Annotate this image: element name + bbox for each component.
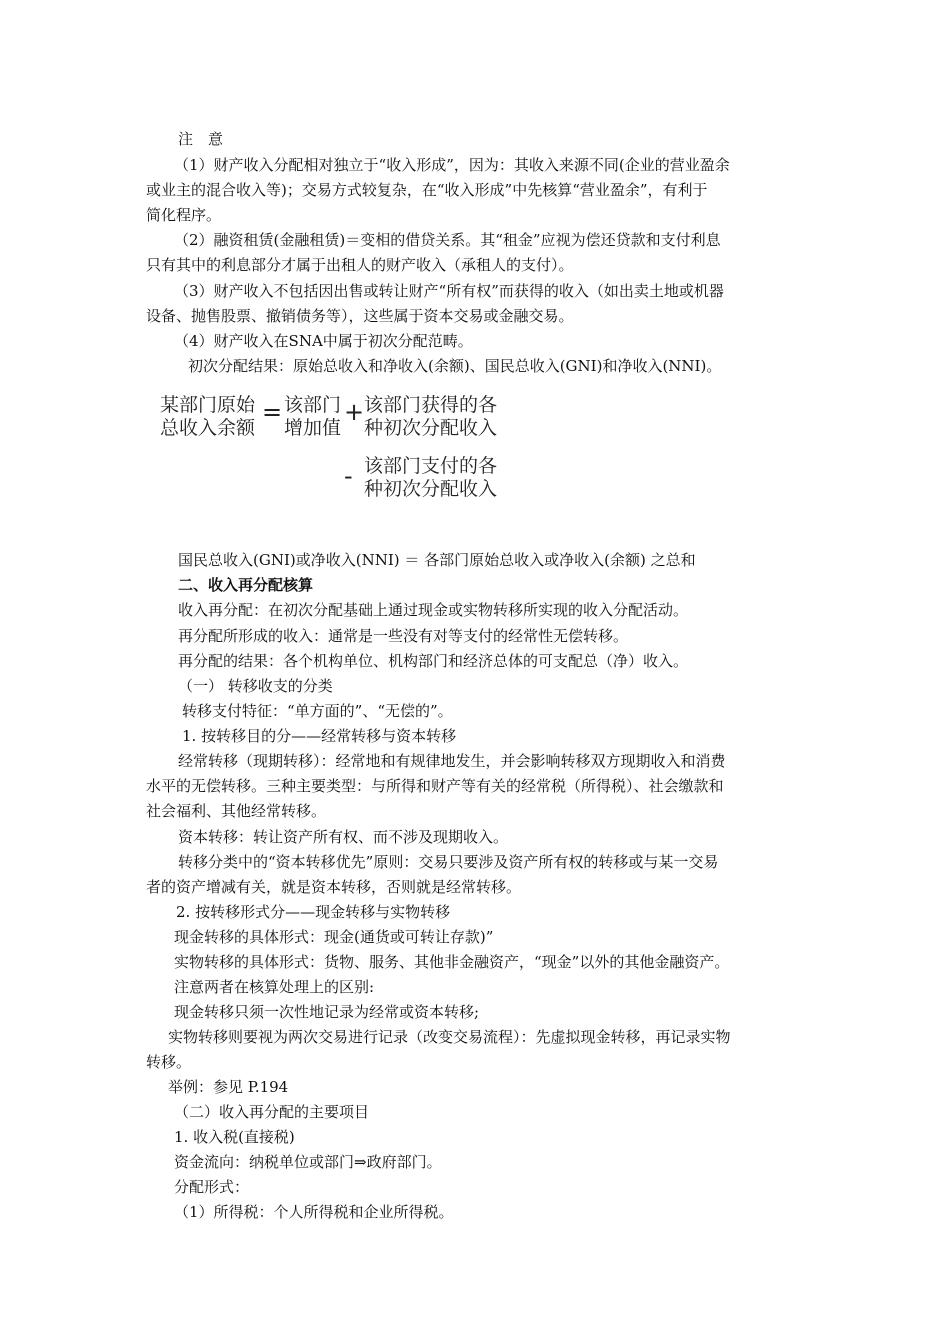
paragraph-line: 国民总收入(GNI)或净收入(NNI) ＝ 各部门原始总收入或净收入(余额) 之总和 (178, 551, 696, 569)
equation-right-top-line: 种初次分配收入 (364, 417, 498, 439)
equation-right-bottom-line: 该部门支付的各 (364, 455, 498, 477)
equals-sign: = (262, 398, 283, 426)
equation-mid-line: 该部门 (284, 394, 342, 416)
paragraph-line: 设备、抛售股票、撤销债务等），这些属于资本交易或金融交易。 (146, 307, 574, 325)
paragraph-line: 资本转移：转让资产所有权、而不涉及现期收入。 (178, 828, 509, 846)
paragraph-line: 2. 按转移形式分——现金转移与实物转移 (176, 903, 451, 921)
paragraph-line: 再分配的结果：各个机构单位、机构部门和经济总体的可支配总（净）收入。 (178, 652, 689, 670)
paragraph-line: 实物转移的具体形式：货物、服务、其他非金融资产，“现金”以外的其他金融资产。 (174, 953, 730, 971)
equation-mid-term (284, 394, 341, 440)
section-heading: 二、收入再分配核算 (178, 576, 314, 594)
plus-sign: + (344, 398, 365, 426)
paragraph-line: 资金流向：纳税单位或部门⇒政府部门。 (174, 1153, 442, 1171)
minus-sign: - (344, 462, 353, 490)
equation-mid-line: 增加值 (284, 417, 342, 439)
paragraph-line: 简化程序。 (146, 206, 222, 224)
note-heading: 注 意 (178, 130, 224, 148)
paragraph-line: 收入再分配：在初次分配基础上通过现金或实物转移所实现的收入分配活动。 (178, 601, 689, 619)
paragraph-line: （2）融资租赁(金融租赁)＝变相的借贷关系。其“租金”应视为偿还贷款和支付利息 (174, 231, 721, 249)
paragraph-line: 转移分类中的“资本转移优先”原则：交易只要涉及资产所有权的转移或与某一交易 (178, 853, 719, 871)
paragraph-line: 者的资产增减有关，就是资本转移，否则就是经常转移。 (146, 878, 522, 896)
equation-left-line: 总收入余额 (160, 417, 256, 439)
equation-right-top-term (364, 394, 497, 440)
equation-right-bottom-term (364, 455, 497, 501)
paragraph-line: （4）财产收入在SNA中属于初次分配范畴。 (174, 332, 473, 350)
paragraph-line: 注意两者在核算处理上的区别: (174, 978, 375, 996)
paragraph-line: 经常转移（现期转移）：经常地和有规律地发生，并会影响转移双方现期收入和消费 (178, 752, 726, 770)
paragraph-line: 只有其中的利息部分才属于出租人的财产收入（承租人的支付）。 (146, 256, 574, 274)
paragraph-line: 初次分配结果：原始总收入和净收入(余额)、国民总收入(GNI)和净收入(NNI)。 (188, 357, 722, 375)
paragraph-line: 1. 按转移目的分——经常转移与资本转移 (182, 727, 457, 745)
paragraph-line: 社会福利、其他经常转移。 (146, 802, 327, 820)
paragraph-line: （3）财产收入不包括因出售或转让财产“所有权”而获得的收入（如出卖土地或机器 (174, 282, 724, 300)
paragraph-line: 转移。 (146, 1053, 192, 1071)
subsection-heading: （一） 转移收支的分类 (178, 677, 333, 695)
paragraph-line: 实物转移则要视为两次交易进行记录（改变交易流程）：先虚拟现金转移，再记录实物 (168, 1028, 731, 1046)
equation-right-top-line: 该部门获得的各 (364, 394, 498, 416)
paragraph-line: 现金转移的具体形式：现金(通货或可转让存款)” (174, 928, 494, 946)
paragraph-line: 举例：参见 P.194 (168, 1078, 289, 1096)
equation-left-line: 某部门原始 (160, 394, 256, 416)
equation-right-bottom-line: 种初次分配收入 (364, 478, 498, 500)
equation-left-term (160, 394, 255, 440)
paragraph-line: 水平的无偿转移。三种主要类型：与所得和财产等有关的经常税（所得税）、社会缴款和 (146, 777, 724, 795)
paragraph-line: 再分配所形成的收入：通常是一些没有对等支付的经常性无偿转移。 (178, 627, 629, 645)
paragraph-line: 1. 收入税(直接税) (174, 1128, 295, 1146)
paragraph-line: 或业主的混合收入等)；交易方式较复杂，在“收入形成”中先核算“营业盈余”，有利于 (146, 181, 708, 199)
subsection-heading: （二）收入再分配的主要项目 (174, 1103, 370, 1121)
paragraph-line: （1）所得税：个人所得税和企业所得税。 (174, 1203, 454, 1221)
paragraph-line: 转移支付特征：“单方面的”、“无偿的”。 (182, 702, 453, 720)
paragraph-line: 现金转移只须一次性地记录为经常或资本转移; (174, 1003, 480, 1021)
paragraph-line: 分配形式： (174, 1178, 250, 1196)
paragraph-line: （1）财产收入分配相对独立于“收入形成”，因为：其收入来源不同(企业的营业盈余 (174, 156, 730, 174)
